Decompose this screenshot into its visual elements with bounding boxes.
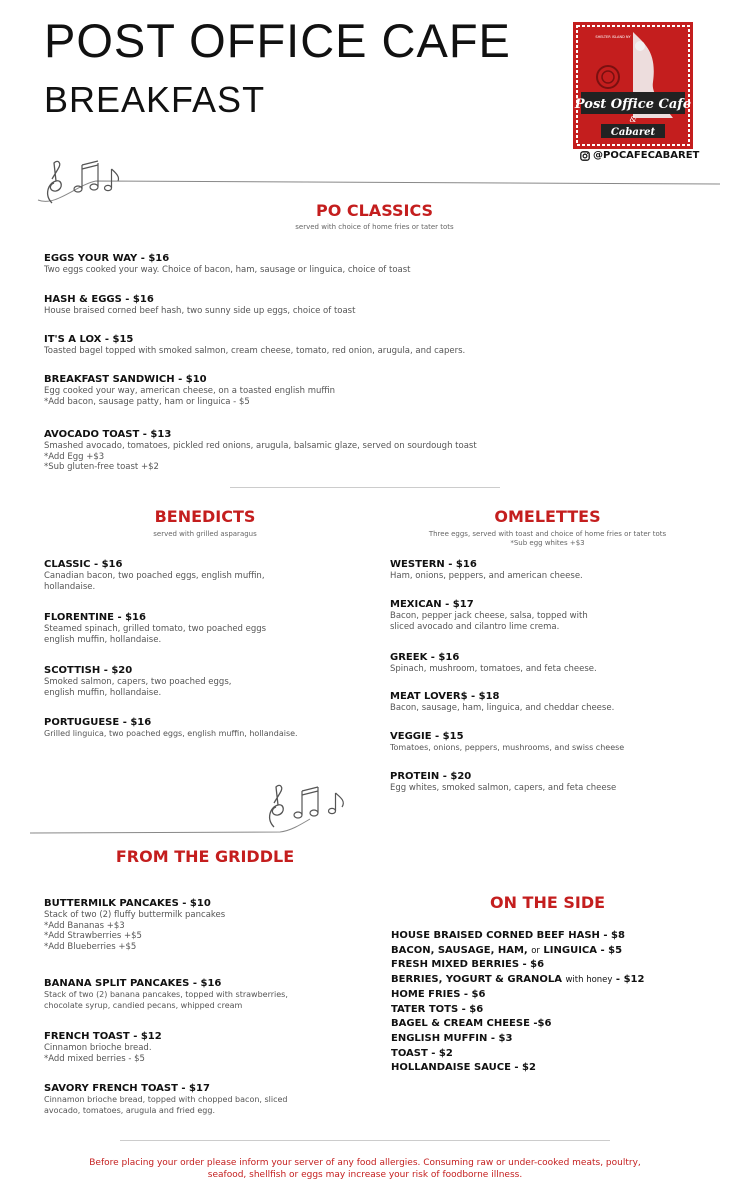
item-desc: *Add Blueberries +$5 (44, 941, 137, 952)
side-item: HOUSE BRAISED CORNED BEEF HASH - $8 (391, 930, 625, 941)
item-desc: Smoked salmon, capers, two poached eggs, (44, 677, 232, 687)
item-desc: Canadian bacon, two poached eggs, english muffin, (44, 571, 265, 581)
item-desc: Steamed spinach, grilled tomato, two poached eggs (44, 624, 267, 634)
item-desc: Ham, onions, peppers, and american cheese. (390, 571, 583, 581)
item-name: MEXICAN - $17 (390, 599, 474, 610)
item-name: EGGS YOUR WAY - $16 (44, 253, 170, 264)
menu-item (390, 558, 690, 582)
menu-item (44, 664, 364, 698)
menu-item (44, 1030, 364, 1064)
cafe-logo (573, 22, 693, 149)
item-name: WESTERN - $16 (390, 559, 477, 570)
item-name: FRENCH TOAST - $12 (44, 1031, 162, 1042)
item-desc: Spinach, mushroom, tomatoes, and feta cheese. (390, 664, 597, 674)
item-desc: Smashed avocado, tomatoes, pickled red onions, arugula, balsamic glaze, served on sourdough toast (44, 441, 477, 451)
item-desc: sliced avocado and cilantro lime crema. (390, 621, 560, 632)
side-item: HOLLANDAISE SAUCE - $2 (391, 1062, 536, 1074)
allergy-notice-line-2: seafood, shellfish or eggs may increase your risk of foodborne illness. (207, 1170, 523, 1180)
item-desc: House braised corned beef hash, two sunny side up eggs, choice of toast (44, 306, 356, 316)
item-name: MEAT LOVER$ - $18 (390, 691, 500, 702)
item-desc: *Add mixed berries - $5 (44, 1053, 145, 1064)
item-desc: hollandaise. (44, 581, 96, 592)
side-item: FRESH MIXED BERRIES - $6 (391, 959, 545, 971)
music-notes-icon (30, 775, 370, 837)
item-desc: Egg whites, smoked salmon, capers, and feta cheese (390, 783, 617, 793)
omelettes-subheading-2: *Sub egg whites +$3 (510, 539, 585, 547)
logo-location: SHELTER ISLAND NY (595, 35, 631, 39)
item-desc: *Add bacon, sausage patty, ham or linguica - $5 (44, 396, 250, 407)
menu-item (390, 690, 690, 714)
menu-item (44, 977, 374, 1011)
item-name: FLORENTINE - $16 (44, 612, 146, 623)
item-desc: *Add Strawberries +$5 (44, 931, 142, 941)
item-name: SCOTTISH - $20 (44, 665, 133, 676)
item-desc: Toasted bagel topped with smoked salmon, cream cheese, tomato, red onion, arugula, and capers. (44, 346, 466, 356)
instagram-handle-text: @POCAFECABARET (593, 150, 700, 161)
item-name: PORTUGUESE - $16 (44, 717, 152, 728)
item-desc: Stack of two (2) banana pancakes, topped with strawberries, (44, 990, 288, 999)
side-item: BERRIES, YOGURT & GRANOLA with honey - $12 (391, 974, 645, 986)
omelettes-heading: OMELETTES (494, 507, 601, 526)
item-desc: Tomatoes, onions, peppers, mushrooms, and swiss cheese (390, 743, 625, 752)
side-list (391, 929, 721, 1076)
item-name: VEGGIE - $15 (390, 731, 464, 742)
po-classics-subheading: served with choice of home fries or tater tots (295, 223, 454, 231)
item-desc: Cinnamon brioche bread. (44, 1043, 152, 1053)
item-desc: chocolate syrup, candied pecans, whipped cream (44, 1000, 243, 1010)
menu-item (390, 651, 690, 675)
item-desc: avocado, tomatoes, arugula and fried egg. (44, 1105, 215, 1115)
item-name: PROTEIN - $20 (390, 771, 472, 782)
menu-item (44, 373, 564, 407)
allergy-notice-line-1: Before placing your order please inform your server of any food allergies. Consuming raw or under-cooked meats, poultry, (89, 1158, 641, 1168)
menu-title: POST OFFICE CAFE (44, 14, 511, 67)
menu-item (390, 770, 690, 794)
allergy-notice (60, 1157, 670, 1181)
item-desc: Two eggs cooked your way. Choice of bacon, ham, sausage or linguica, choice of toast (44, 265, 411, 275)
benedicts-subheading: served with grilled asparagus (153, 530, 257, 538)
item-desc: Bacon, pepper jack cheese, salsa, topped with (390, 611, 588, 621)
item-desc: Stack of two (2) fluffy buttermilk pancakes (44, 910, 226, 920)
griddle-heading: FROM THE GRIDDLE (115, 847, 295, 866)
item-name: HASH & EGGS - $16 (44, 294, 154, 305)
po-classics-heading: PO CLASSICS (315, 201, 434, 220)
item-desc: Egg cooked your way, american cheese, on a toasted english muffin (44, 386, 335, 396)
menu-item (44, 1082, 374, 1116)
divider (230, 487, 500, 488)
side-item: ENGLISH MUFFIN - $3 (391, 1032, 513, 1044)
item-name: AVOCADO TOAST - $13 (44, 429, 172, 440)
divider (120, 1140, 610, 1141)
menu-item (44, 558, 364, 592)
item-desc: english muffin, hollandaise. (44, 634, 162, 645)
item-name: GREEK - $16 (390, 652, 460, 663)
side-item: TOAST - $2 (391, 1047, 453, 1059)
logo-amp: & (629, 115, 637, 124)
menu-item (44, 611, 364, 645)
menu-item (44, 716, 374, 740)
item-name: BUTTERMILK PANCAKES - $10 (44, 898, 211, 909)
on-the-side-heading: ON THE SIDE (489, 893, 606, 912)
logo-cabaret: Cabaret (610, 127, 656, 138)
item-desc: *Add Bananas +$3 (44, 920, 125, 931)
item-name: BANANA SPLIT PANCAKES - $16 (44, 978, 222, 989)
item-desc: Cinnamon brioche bread, topped with chopped bacon, sliced (44, 1095, 288, 1104)
item-desc: Bacon, sausage, ham, linguica, and cheddar cheese. (390, 703, 615, 713)
menu-item (44, 897, 364, 952)
logo-name: Post Office Cafe (574, 97, 692, 112)
menu-subtitle: BREAKFAST (44, 79, 266, 120)
side-item: TATER TOTS - $6 (391, 1003, 484, 1015)
item-desc: english muffin, hollandaise. (44, 687, 162, 698)
side-item: BACON, SAUSAGE, HAM, or LINGUICA - $5 (391, 944, 623, 956)
menu-item (390, 730, 690, 754)
benedicts-heading: BENEDICTS (154, 507, 256, 526)
item-name: BREAKFAST SANDWICH - $10 (44, 374, 207, 385)
omelettes-subheading: Three eggs, served with toast and choice of home fries or tater tots (428, 530, 667, 538)
menu-item (44, 333, 564, 357)
item-name: IT'S A LOX - $15 (44, 334, 134, 345)
item-desc: *Sub gluten-free toast +$2 (44, 462, 159, 472)
menu-item (390, 598, 690, 632)
menu-item (44, 252, 564, 276)
menu-item (44, 428, 564, 473)
menu-item (44, 293, 564, 317)
side-item: BAGEL & CREAM CHEESE -$6 (391, 1018, 552, 1030)
item-name: SAVORY FRENCH TOAST - $17 (44, 1083, 210, 1094)
item-desc: *Add Egg +$3 (44, 451, 105, 462)
item-name: CLASSIC - $16 (44, 559, 123, 570)
side-item: HOME FRIES - $6 (391, 988, 486, 1000)
music-notes-divider-middle (30, 775, 370, 837)
item-desc: Grilled linguica, two poached eggs, english muffin, hollandaise. (44, 729, 298, 738)
